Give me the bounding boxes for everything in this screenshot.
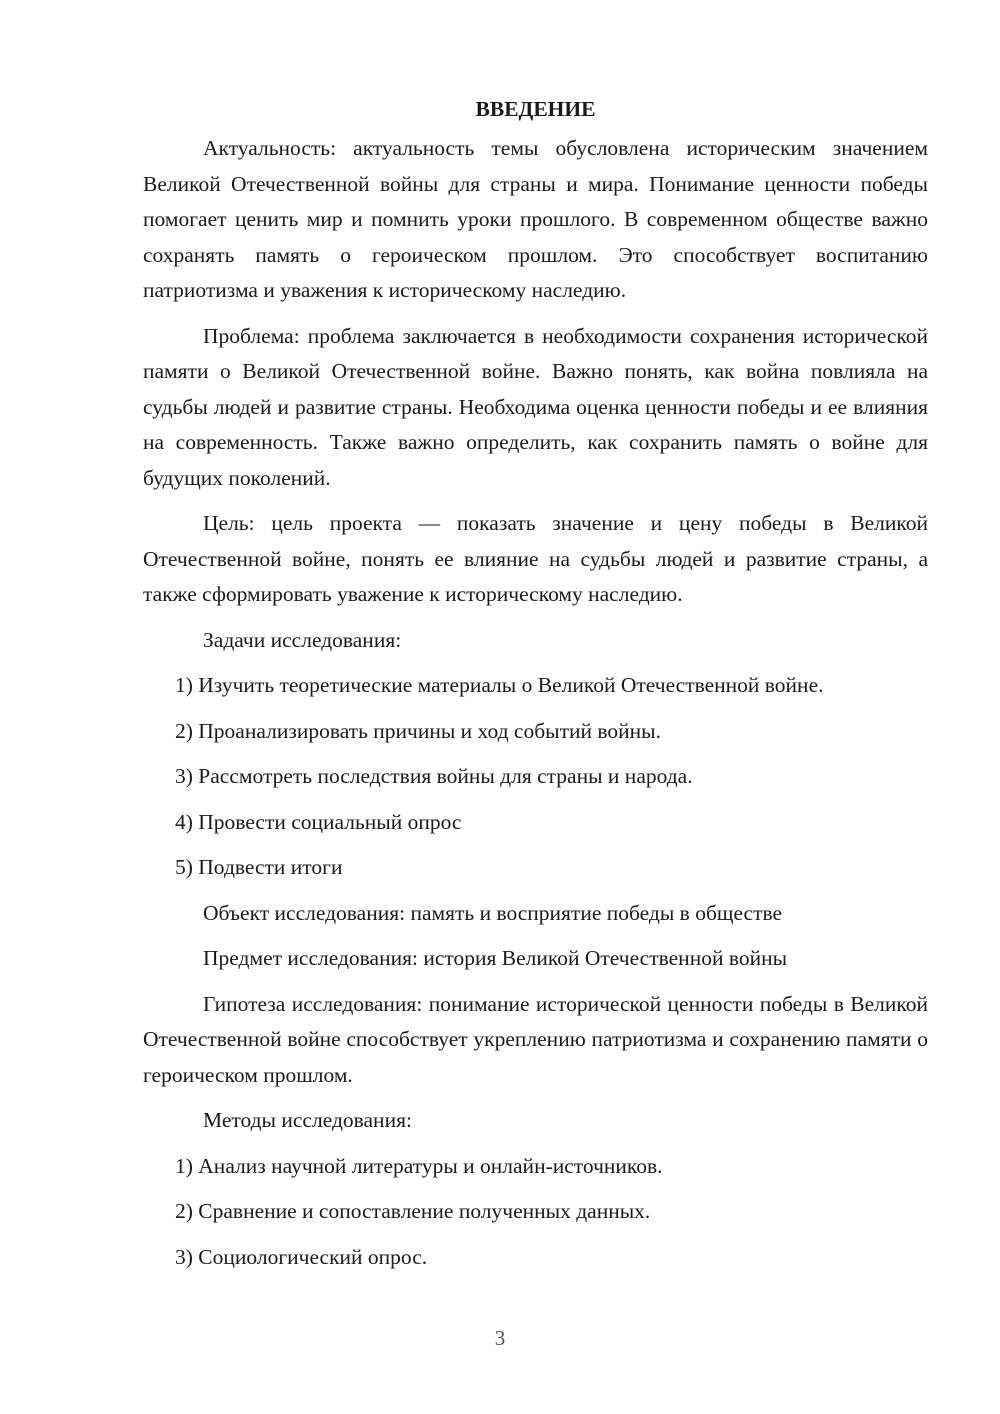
problem-paragraph: Проблема: проблема заключается в необходимости сохранения исторической памяти о Великой Отечественной войне. Важно понять, как война повлияла на судьбы людей и развитие страны. Необходима оценка ценности победы и ее влияния на современность. Также важно определить, как сохранить память о войне для будущих поколений. — [143, 323, 928, 490]
research-subject: Предмет исследования: история Великой Отечественной войны — [203, 946, 788, 970]
relevance-paragraph: Актуальность: актуальность темы обусловлена историческим значением Великой Отечественной войны для страны и мира. Понимание ценности победы помогает ценить мир и помнить уроки прошлого. В современном обществе важно сохранять память о героическом прошлом. Это способствует воспитанию патриотизма и уважения к историческому наследию. — [143, 136, 928, 302]
methods-heading: Методы исследования: — [203, 1108, 412, 1132]
research-object: Объект исследования: память и восприятие победы в обществе — [203, 900, 783, 925]
task-item: 2) Проанализировать причины и ход событий войны. — [175, 718, 661, 743]
method-item: 2) Сравнение и сопоставление полученных данных. — [175, 1199, 651, 1223]
task-item: 5) Подвести итоги — [175, 855, 343, 879]
page-number: 3 — [494, 1326, 506, 1350]
section-title: ВВЕДЕНИЕ — [475, 97, 596, 121]
method-item: 3) Социологический опрос. — [175, 1244, 428, 1269]
hypothesis-paragraph: Гипотеза исследования: понимание исторической ценности победы в Великой Отечественной войне способствует укреплению патриотизма и сохранению памяти о героическом прошлом. — [143, 991, 928, 1087]
task-item: 3) Рассмотреть последствия войны для страны и народа. — [175, 764, 693, 788]
task-item: 4) Провести социальный опрос — [175, 809, 462, 834]
tasks-heading: Задачи исследования: — [203, 627, 402, 652]
task-item: 1) Изучить теоретические материалы о Великой Отечественной войне. — [175, 673, 824, 697]
document-page — [143, 92, 928, 1285]
method-item: 1) Анализ научной литературы и онлайн-источников. — [175, 1153, 663, 1178]
goal-paragraph: Цель: цель проекта — показать значение и цену победы в Великой Отечественной войне, понять ее влияние на судьбы людей и развитие страны, а также сформировать уважение к историческому наследию. — [143, 511, 928, 606]
